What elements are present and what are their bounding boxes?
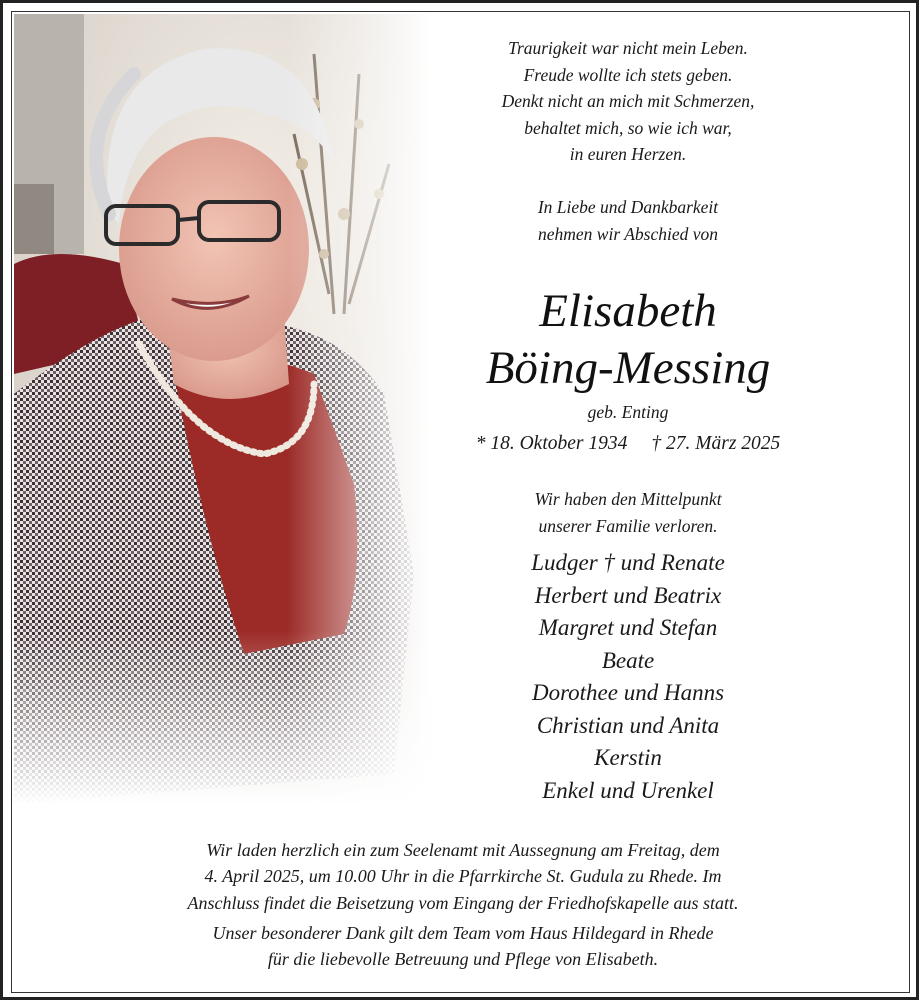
face [119, 137, 309, 361]
mourners-list [433, 547, 823, 807]
mourner: Dorothee und Hanns [531, 680, 725, 705]
thanks-line: Unser besonderer Dank gilt dem Team vom Haus Hildegard in Rhede [212, 923, 714, 943]
intro-line: nehmen wir Abschied von [538, 223, 718, 244]
life-dates [433, 430, 823, 458]
birth-date: * 18. Oktober 1934 [475, 433, 628, 454]
mourner: Christian und Anita [536, 712, 720, 738]
thanks-line: für die liebevolle Betreuung und Pflege von Elisabeth. [267, 949, 659, 970]
mourner: Margret und Stefan [538, 615, 718, 640]
mourner: Enkel und Urenkel [542, 777, 714, 803]
last-name: Böing-Messing [485, 342, 771, 394]
birth-name: geb. Enting [587, 402, 669, 422]
poem-line: in euren Herzen. [569, 144, 687, 164]
poem-line: Freude wollte ich stets geben. [523, 64, 733, 85]
statement-line: Wir haben den Mittelpunkt [534, 489, 722, 509]
mourner: Herbert und Beatrix [534, 582, 722, 608]
mourner: Beate [601, 647, 655, 673]
mourner: Ludger † und Renate [531, 550, 725, 575]
family-statement [433, 486, 823, 539]
portrait-photo [14, 14, 454, 804]
poem-line: behaltet mich, so wie ich war, [524, 117, 732, 138]
farewell-intro [433, 194, 823, 247]
thanks-note [93, 920, 833, 973]
death-date: † 27. März 2025 [651, 433, 781, 454]
poem-line: Traurigkeit war nicht mein Leben. [508, 38, 748, 58]
funeral-invitation [93, 837, 833, 916]
invitation-line: Wir laden herzlich ein zum Seelenamt mit Aussegnung am Freitag, dem [206, 840, 720, 860]
statement-line: unserer Familie verloren. [538, 515, 718, 536]
invitation-line: Anschluss findet die Beisetzung vom Eingang der Friedhofskapelle aus statt. [187, 892, 739, 913]
first-name: Elisabeth [539, 285, 717, 337]
poem-line: Denkt nicht an mich mit Schmerzen, [501, 91, 755, 111]
mourner: Kerstin [594, 745, 662, 770]
intro-line: In Liebe und Dankbarkeit [537, 197, 719, 217]
invitation-line: 4. April 2025, um 10.00 Uhr in die Pfarrkirche St. Gudula zu Rhede. Im [204, 866, 722, 887]
poem [433, 35, 823, 168]
portrait-illustration [14, 14, 454, 804]
